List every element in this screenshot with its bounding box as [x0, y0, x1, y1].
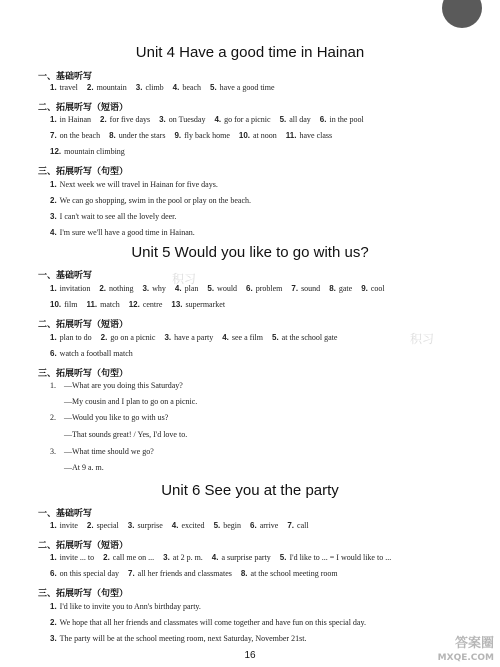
item — [291, 284, 320, 293]
item-number: 2. — [100, 333, 108, 342]
item-text: travel — [59, 83, 78, 92]
item-text: I'd like to invite you to Ann's birthday party. — [59, 602, 201, 611]
item-text: go for a picnic — [224, 115, 271, 124]
item-number: 4. — [174, 284, 182, 293]
item — [109, 131, 165, 140]
item-text: at the school meeting room — [250, 569, 338, 578]
u4-s3-line-3 — [50, 212, 185, 221]
item-number: 11. — [285, 131, 297, 140]
item — [286, 131, 332, 140]
item — [174, 131, 229, 140]
item-number: 3. — [159, 115, 166, 124]
item-text: why — [152, 284, 166, 293]
item — [159, 115, 205, 124]
u4-s3-line-1 — [50, 180, 227, 189]
item — [250, 521, 278, 530]
watermark-logo-line-1: 答案圈 — [454, 636, 494, 651]
item — [50, 521, 78, 530]
u5-dialogue-3-line-1: —What time should we go? — [64, 447, 154, 456]
unit-6-title: Unit 6 See you at the party — [161, 482, 339, 499]
watermark-logo-line-2: MXQE.COM — [437, 653, 494, 663]
item-text: surprise — [137, 521, 163, 530]
item-number: 2. — [86, 83, 94, 92]
item — [50, 228, 195, 237]
u6-s3-line-2 — [50, 618, 375, 627]
item — [50, 602, 201, 611]
item-number: 5. — [279, 115, 287, 124]
item-number: 12. — [128, 300, 140, 309]
item-text: at the school gate — [281, 333, 338, 342]
u6-section-1-heading: 一、基础听写 — [38, 509, 93, 519]
item-text: match — [100, 300, 120, 309]
item — [171, 300, 225, 309]
u5-s1-line-2 — [50, 300, 234, 309]
item-number: 4. — [171, 521, 179, 530]
item-text: Next week we will travel in Hainan for five days. — [59, 180, 218, 189]
u5-section-3-heading: 三、拓展听写（句型） — [38, 369, 129, 379]
watermark-center-left: 积习 — [172, 272, 197, 286]
page-number: 16 — [244, 650, 256, 661]
item-number: 6. — [50, 349, 57, 358]
item-number: 9. — [361, 284, 368, 293]
item — [207, 284, 237, 293]
item — [50, 83, 78, 92]
item-number: 2. — [99, 284, 107, 293]
item — [136, 83, 164, 92]
item-number: 3. — [163, 553, 170, 562]
item-number: 1. — [50, 284, 57, 293]
item-text: on this special day — [59, 569, 119, 578]
item — [173, 83, 201, 92]
item-number: 10. — [50, 300, 62, 309]
item-number: 6. — [246, 284, 253, 293]
item — [246, 284, 282, 293]
item-number: 1. — [50, 521, 57, 530]
item-number: 1. — [50, 602, 57, 611]
item-text: would — [217, 284, 238, 293]
item — [50, 147, 125, 156]
item-number: 1. — [50, 553, 57, 562]
item-number: 8. — [329, 284, 336, 293]
item — [50, 131, 100, 140]
item-text: invitation — [59, 284, 91, 293]
item-text: have class — [299, 131, 333, 140]
item-number: 7. — [287, 521, 295, 530]
item-text: mountain — [96, 83, 127, 92]
u5-dialogue-2-number: 2. — [50, 413, 56, 422]
item-number: 1. — [50, 333, 57, 342]
item-text: have a good time — [219, 83, 275, 92]
item-number: 2. — [103, 553, 110, 562]
item-number: 8. — [109, 131, 116, 140]
u6-s2-line-1 — [50, 553, 400, 562]
item — [50, 196, 251, 205]
item-text: problem — [255, 284, 283, 293]
u5-s1-line-1 — [50, 284, 394, 293]
item-text: begin — [223, 521, 242, 530]
item-text: all her friends and classmates — [137, 569, 232, 578]
u6-s3-line-1 — [50, 602, 210, 611]
u5-section-2-heading: 二、拓展听写（短语） — [38, 320, 129, 330]
item — [100, 115, 150, 124]
item-text: mountain climbing — [64, 147, 125, 156]
item — [129, 300, 163, 309]
u6-s3-line-3 — [50, 634, 315, 643]
item-text: see a film — [231, 333, 263, 342]
u5-dialogue-1-line-2: —My cousin and I plan to go on a picnic. — [64, 397, 198, 406]
item-number: 4. — [214, 115, 222, 124]
item — [210, 83, 275, 92]
item — [99, 284, 133, 293]
u4-s2-line-1 — [50, 115, 373, 124]
item-number: 7. — [291, 284, 299, 293]
item-text: plan — [184, 284, 199, 293]
item-text: I'd like to ... = I would like to ... — [289, 553, 392, 562]
u5-section-1-heading: 一、基础听写 — [38, 271, 93, 281]
item-number: 5. — [279, 553, 287, 562]
item-text: a surprise party — [221, 553, 271, 562]
item — [87, 83, 127, 92]
item — [50, 618, 366, 627]
u5-dialogue-1-line-1: —What are you doing this Saturday? — [64, 381, 183, 390]
item — [239, 131, 277, 140]
item-number: 1. — [50, 115, 57, 124]
item — [272, 333, 337, 342]
item-number: 4. — [222, 333, 229, 342]
item-text: cool — [370, 284, 385, 293]
u6-s1-line-1 — [50, 521, 318, 530]
item-text: at noon — [253, 131, 277, 140]
u4-s2-line-3 — [50, 147, 134, 156]
item-number: 2. — [50, 196, 57, 205]
item-text: in the pool — [329, 115, 364, 124]
item-number: 3. — [142, 284, 150, 293]
item — [50, 349, 133, 358]
item-number: 6. — [319, 115, 327, 124]
item — [361, 284, 384, 293]
watermark-logo — [394, 637, 494, 663]
item-text: film — [64, 300, 78, 309]
item-text: I can't wait to see all the lovely deer. — [59, 212, 177, 221]
item — [50, 634, 306, 643]
item-text: invite ... to — [59, 553, 95, 562]
item — [103, 553, 154, 562]
item-text: fly back home — [184, 131, 230, 140]
u5-dialogue-2-line-2: —That sounds great! / Yes, I'd love to. — [64, 430, 188, 439]
unit-5-title: Unit 5 Would you like to go with us? — [131, 244, 369, 261]
item — [164, 333, 213, 342]
item — [128, 569, 232, 578]
item-text: on Tuesday — [168, 115, 206, 124]
item-text: on the beach — [59, 131, 101, 140]
item-number: 5. — [213, 521, 221, 530]
item-text: in Hainan — [59, 115, 91, 124]
item-number: 11. — [86, 300, 98, 309]
item — [86, 300, 119, 309]
item-number: 7. — [50, 131, 57, 140]
item — [50, 553, 94, 562]
u5-dialogue-3-number: 3. — [50, 447, 56, 456]
item — [280, 115, 311, 124]
item-number: 6. — [50, 569, 57, 578]
item-text: excited — [181, 521, 205, 530]
item-text: call — [297, 521, 309, 530]
item — [87, 521, 119, 530]
item-text: gate — [338, 284, 353, 293]
item-number: 6. — [250, 521, 257, 530]
item-number: 13. — [171, 300, 183, 309]
item-text: arrive — [259, 521, 279, 530]
item — [101, 333, 156, 342]
item-number: 4. — [172, 83, 180, 92]
item — [214, 521, 241, 530]
item-text: at 2 p. m. — [172, 553, 203, 562]
item — [163, 553, 203, 562]
u6-section-2-heading: 二、拓展听写（短语） — [38, 541, 129, 551]
item-text: special — [96, 521, 119, 530]
item-number: 5. — [207, 284, 215, 293]
item-text: We hope that all her friends and classmates will come together and have fun on this special day. — [59, 618, 366, 627]
item — [212, 553, 271, 562]
item-text: watch a football match — [59, 349, 133, 358]
u5-s2-line-2 — [50, 349, 142, 358]
item-number: 3. — [164, 333, 172, 342]
u4-section-1-heading: 一、基础听写 — [38, 72, 93, 82]
u4-section-3-heading: 三、拓展听写（句型） — [38, 167, 129, 177]
item — [287, 521, 308, 530]
corner-tab-mark — [442, 0, 482, 28]
item-number: 7. — [128, 569, 135, 578]
item — [128, 521, 163, 530]
item-text: sound — [301, 284, 321, 293]
u5-dialogue-2-line-1: —Would you like to go with us? — [64, 413, 169, 422]
item-number: 1. — [50, 83, 57, 92]
item-text: under the stars — [118, 131, 166, 140]
item — [50, 180, 218, 189]
item-text: invite — [59, 521, 78, 530]
item — [50, 569, 119, 578]
u4-s2-line-2 — [50, 131, 341, 140]
item-text: for five days — [109, 115, 151, 124]
item — [50, 115, 91, 124]
item-text: We can go shopping, swim in the pool or play on the beach. — [59, 196, 251, 205]
u6-section-3-heading: 三、拓展听写（句型） — [38, 589, 129, 599]
item-number: 2. — [100, 115, 107, 124]
u4-s3-line-2 — [50, 196, 260, 205]
item-number: 3. — [50, 634, 57, 643]
u4-s1-line-1 — [50, 83, 284, 92]
item-number: 3. — [135, 83, 143, 92]
item — [175, 284, 198, 293]
item — [50, 284, 90, 293]
item — [329, 284, 352, 293]
item-text: all day — [289, 115, 311, 124]
item-text: supermarket — [185, 300, 226, 309]
u4-s3-line-4 — [50, 228, 204, 237]
item — [172, 521, 205, 530]
item-number: 10. — [238, 131, 250, 140]
item-number: 8. — [240, 569, 248, 578]
item-number: 5. — [210, 83, 217, 92]
item-text: nothing — [109, 284, 134, 293]
item-number: 3. — [50, 212, 57, 221]
item-number: 1. — [50, 180, 57, 189]
item — [214, 115, 270, 124]
u5-dialogue-3-line-2: —At 9 a. m. — [64, 463, 104, 472]
item — [142, 284, 165, 293]
item-text: I'm sure we'll have a good time in Hainan. — [59, 228, 195, 237]
item — [280, 553, 391, 562]
watermark-center-right: 积习 — [410, 332, 435, 346]
item-number: 4. — [211, 553, 219, 562]
item-text: centre — [142, 300, 163, 309]
item — [50, 300, 77, 309]
item-number: 3. — [127, 521, 135, 530]
item-text: have a party — [174, 333, 214, 342]
item-number: 9. — [174, 131, 182, 140]
item-number: 2. — [50, 618, 57, 627]
item — [50, 333, 92, 342]
u6-s2-line-2 — [50, 569, 347, 578]
item-text: call me on ... — [112, 553, 155, 562]
u5-dialogue-1-number: 1. — [50, 381, 56, 390]
item-text: go on a picnic — [110, 333, 156, 342]
u4-section-2-heading: 二、拓展听写（短语） — [38, 103, 129, 113]
item-text: The party will be at the school meeting room, next Saturday, November 21st. — [59, 634, 307, 643]
item — [241, 569, 338, 578]
item-number: 2. — [86, 521, 94, 530]
item-text: beach — [182, 83, 201, 92]
u5-s2-line-1 — [50, 333, 346, 342]
item-text: climb — [145, 83, 164, 92]
item-number: 5. — [272, 333, 279, 342]
item-number: 4. — [50, 228, 57, 237]
unit-4-title: Unit 4 Have a good time in Hainan — [135, 44, 365, 61]
item — [50, 212, 176, 221]
item — [222, 333, 263, 342]
item-number: 12. — [50, 147, 62, 156]
item — [320, 115, 364, 124]
item-text: plan to do — [59, 333, 92, 342]
